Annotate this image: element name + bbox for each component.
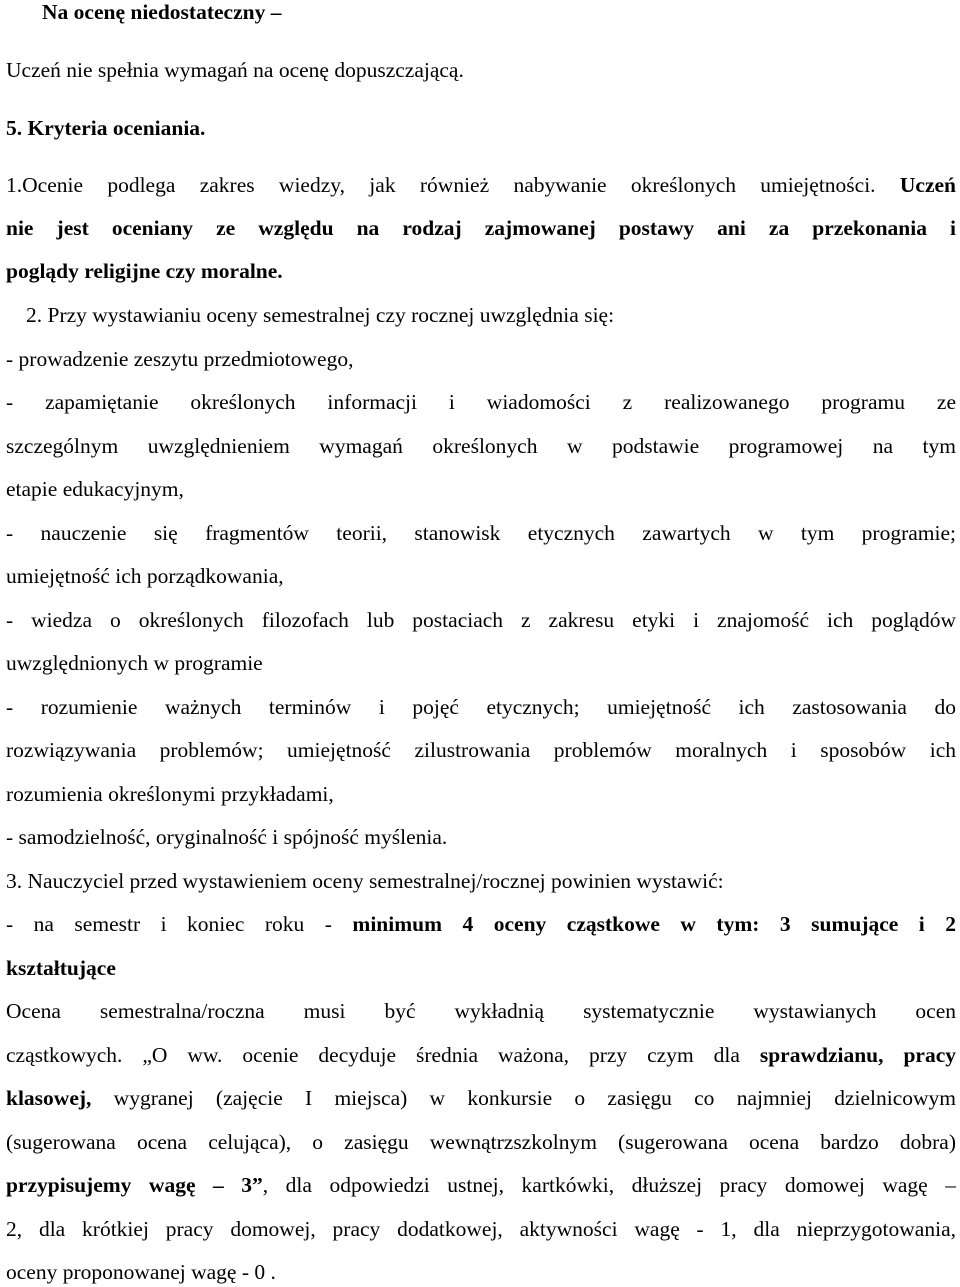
- paragraph-line: 2, dla krótkiej pracy domowej, pracy dodatkowej, aktywności wagę - 1, dla nieprzygotowania,: [6, 1217, 956, 1241]
- paragraph-bold-text: klasowej,: [6, 1086, 92, 1110]
- paragraph-line: 3. Nauczyciel przed wystawieniem oceny semestralnej/rocznej powinien wystawić:: [6, 869, 724, 893]
- paragraph-bold-text: Uczeń: [899, 173, 957, 197]
- paragraph-text: - na semestr i koniec roku -: [6, 912, 332, 936]
- list-item-continuation: uwzględnionych w programie: [6, 651, 263, 675]
- paragraph-bold-text: minimum 4 oceny cząstkowe w tym: 3 sumujące i 2: [352, 912, 957, 936]
- list-item-continuation: umiejętność ich porządkowania,: [6, 564, 284, 588]
- paragraph-line: nie jest oceniany ze względu na rodzaj zajmowanej postawy ani za przekonania i: [6, 216, 956, 240]
- section-heading: 5. Kryteria oceniania.: [6, 116, 206, 140]
- list-item: - samodzielność, oryginalność i spójność myślenia.: [6, 825, 448, 849]
- list-item-continuation: rozumienia określonymi przykładami,: [6, 782, 334, 806]
- list-item: - nauczenie się fragmentów teorii, stanowisk etycznych zawartych w tym programie;: [6, 521, 956, 545]
- paragraph-line: [6, 909, 956, 939]
- paragraph-bold-text: przypisujemy wagę – 3”: [6, 1173, 263, 1197]
- paragraph-line: [6, 1040, 956, 1070]
- list-item-continuation: etapie edukacyjnym,: [6, 477, 184, 501]
- grade-title: Na ocenę niedostateczny –: [42, 0, 282, 24]
- grade-description: Uczeń nie spełnia wymagań na ocenę dopuszczającą.: [6, 58, 464, 82]
- paragraph-line: kształtujące: [6, 956, 116, 980]
- paragraph-line: poglądy religijne czy moralne.: [6, 259, 283, 283]
- paragraph-text: cząstkowych. „O ww. ocenie decyduje średnia ważona, przy czym dla: [6, 1043, 740, 1067]
- paragraph-line: 2. Przy wystawianiu oceny semestralnej czy rocznej uwzględnia się:: [26, 303, 615, 327]
- paragraph-text: 1.Ocenie podlega zakres wiedzy, jak również nabywanie określonych umiejętności.: [6, 173, 876, 197]
- paragraph-text: wygranej (zajęcie I miejsca) w konkursie o zasięgu co najmniej dzielnicowym: [113, 1086, 956, 1110]
- paragraph-line: oceny proponowanej wagę - 0 .: [6, 1260, 276, 1284]
- list-item: - rozumienie ważnych terminów i pojęć etycznych; umiejętność ich zastosowania do: [6, 695, 956, 719]
- list-item: - prowadzenie zeszytu przedmiotowego,: [6, 347, 354, 371]
- list-item: - zapamiętanie określonych informacji i wiadomości z realizowanego programu ze: [6, 390, 956, 414]
- paragraph-bold-text: sprawdzianu, pracy: [759, 1043, 956, 1067]
- list-item-continuation: rozwiązywania problemów; umiejętność zilustrowania problemów moralnych i sposobów ich: [6, 738, 956, 762]
- paragraph-line: [6, 1170, 956, 1200]
- list-item: - wiedza o określonych filozofach lub postaciach z zakresu etyki i znajomość ich poglądów: [6, 608, 956, 632]
- paragraph-line: [6, 170, 956, 200]
- paragraph-line: [6, 1083, 956, 1113]
- list-item-continuation: szczególnym uwzględnieniem wymagań określonych w podstawie programowej na tym: [6, 434, 956, 458]
- paragraph-line: (sugerowana ocena celująca), o zasięgu wewnątrzszkolnym (sugerowana ocena bardzo dobra): [6, 1130, 956, 1154]
- paragraph-text: , dla odpowiedzi ustnej, kartkówki, dłuższej pracy domowej wagę –: [262, 1173, 956, 1197]
- paragraph-line: Ocena semestralna/roczna musi być wykładnią systematycznie wystawianych ocen: [6, 999, 956, 1023]
